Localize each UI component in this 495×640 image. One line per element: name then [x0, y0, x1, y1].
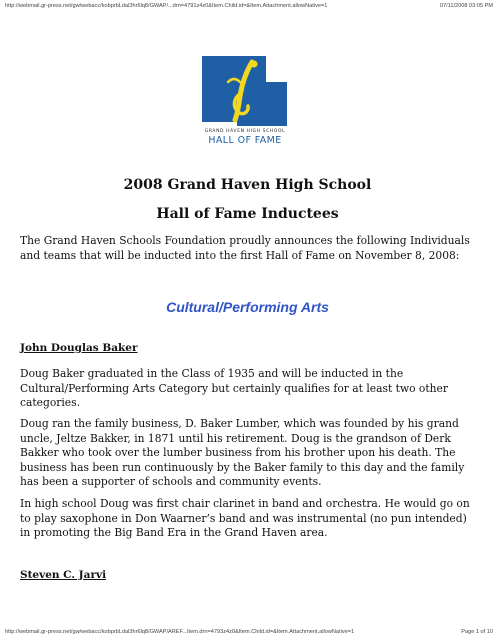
inductee-bio-paragraph: Doug Baker graduated in the Class of 1935 and will be inducted in the Cultural/Performing Arts Category but certainly qualifies for at least two other categories. [20, 367, 448, 409]
page-number: Page 1 of 10 [461, 629, 493, 635]
intro-paragraph: The Grand Haven Schools Foundation proudly announces the following Individuals and teams that will be inducted into the first Hall of Fame on November 8, 2008: [20, 234, 470, 262]
section-heading: Cultural/Performing Arts [166, 299, 329, 315]
print-header [0, 0, 495, 12]
hall-of-fame-logo [202, 56, 288, 148]
inductee-name: Steven C. Jarvi [20, 569, 107, 581]
logo-school-name: GRAND HAVEN HIGH SCHOOL [204, 129, 286, 134]
inductee-name: John Douglas Baker [20, 342, 138, 354]
footer-url: http://webmail.gr-press.net/gw/webacc/kobprbLdal3hr6lq8/GWAP/AREF...Item.drn=4793z4z0&Item.Child.id=&Item.Attachment.allowNative=1 [5, 629, 355, 635]
inductee-bio-paragraph: Doug ran the family business, D. Baker Lumber, which was founded by his grand uncle, Jeltze Bakker, in 1871 until his retirement. Doug is the grandson of Derk Bakker who took over the lumber business from his brother upon his death. The business has been run continuously by the Baker family to this day and the family has been a supporter of schools and community events. [20, 417, 465, 488]
logo-hall-of-fame: HALL OF FAME [208, 135, 282, 146]
header-datetime: 07/11/2008 03:05 PM [439, 3, 493, 9]
page-title-line-2: Hall of Fame Inductees [156, 206, 339, 222]
header-url: http://webmail.gr-press.net/gw/webacc/kobprbLdal3hr6lq8/GWAP/...drn=4791z4z0&Item.Child.id=&Item.Attachment.allowNative=1 [5, 3, 328, 9]
print-footer [0, 626, 495, 638]
page-title-line-1: 2008 Grand Haven High School [123, 177, 372, 193]
inductee-bio-paragraph: In high school Doug was first chair clarinet in band and orchestra. He would go on to play saxophone in Don Waarner’s band and was instrumental (no pun intended) in promoting the Big Band Era in the Grand Haven area. [20, 497, 470, 539]
clarinet-figure-icon [202, 56, 288, 128]
